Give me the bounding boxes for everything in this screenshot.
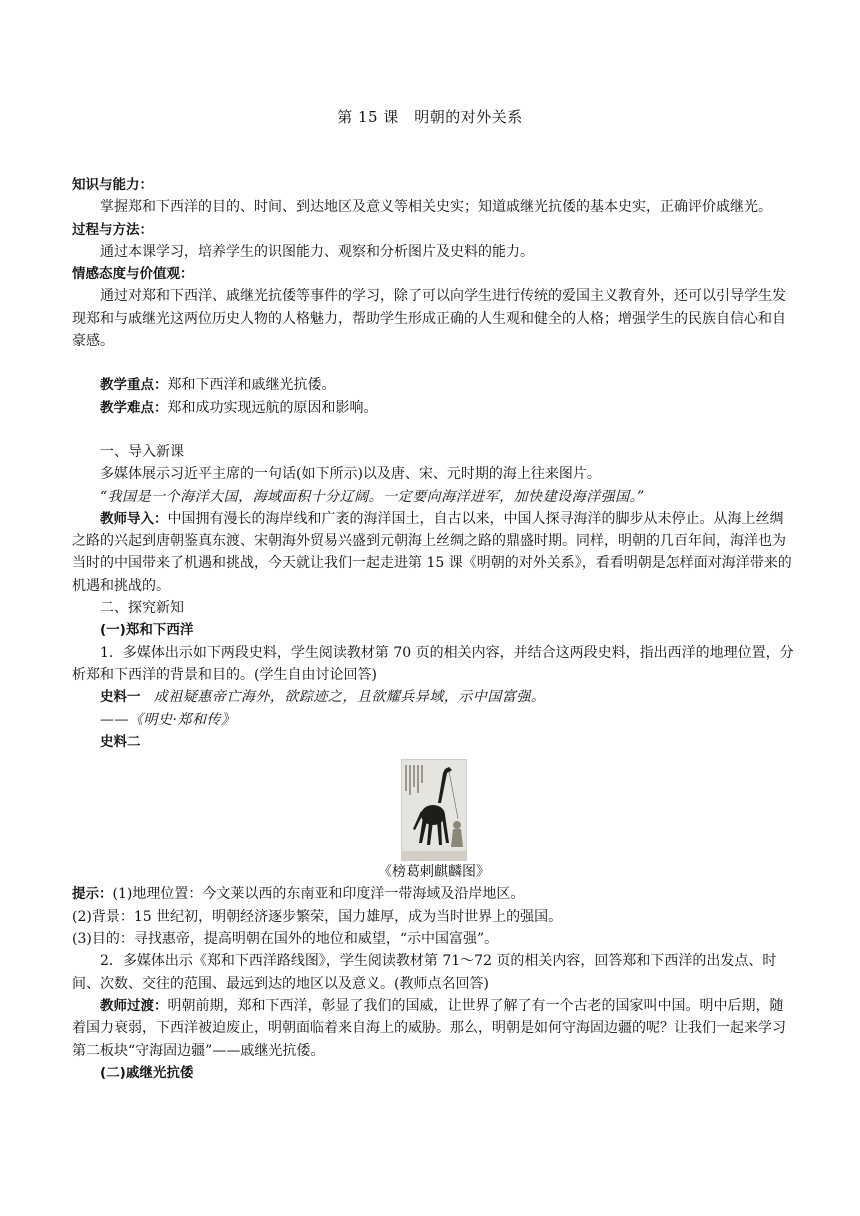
subsection1-heading: (一)郑和下西洋 [100, 622, 194, 639]
figure-caption: 《榜葛剌麒麟图》 [378, 864, 490, 881]
hint-line2: (2)背景：15 世纪初，明朝经济逐步繁荣，国力雄厚，成为当时世界上的强国。 [72, 908, 563, 925]
difficult-point [72, 397, 796, 419]
hint-label: 提示： [72, 886, 113, 903]
hint-line3: (3)目的：寻找惠帝，提高明朝在国外的地位和威望，“示中国富强”。 [72, 931, 499, 948]
source1-citation: ——《明史·郑和传》 [100, 711, 236, 728]
emotion-text: 通过对郑和下西洋、戚继光抗倭等事件的学习，除了可以向学生进行传统的爱国主义教育外，还可以引导学生发现郑和与戚继光这两位历史人物的人格魅力，帮助学生形成正确的人生观和健全的人格；增强学生的民族自信心和自豪感。 [72, 288, 786, 350]
item1-text: 1．多媒体出示如下两段史料，学生阅读教材第 70 页的相关内容，并结合这两段史料，指出西洋的地理位置，分析郑和下西洋的背景和目的。(学生自由讨论回答) [72, 644, 794, 683]
lesson-content [72, 174, 796, 1084]
key-point [72, 374, 796, 396]
process-label: 过程与方法： [72, 221, 153, 238]
key-text: 郑和下西洋和戚继光抗倭。 [167, 377, 336, 394]
lesson-title: 第 15 课 明朝的对外关系 [337, 108, 523, 126]
knowledge-text: 掌握郑和下西洋的目的、时间、到达地区及意义等相关史实；知道戚继光抗倭的基本史实，正确评价戚继光。 [100, 199, 772, 216]
teacher-intro-label: 教师导入： [100, 510, 168, 527]
section1-heading: 一、导入新课 [100, 443, 184, 460]
teacher-transition-text: 明朝前期，郑和下西洋，彰显了我们的国威，让世界了解了有一个古老的国家叫中国。明中后期，随着国力衰弱，下西洋被迫废止，明朝面临着来自海上的威胁。那么，明朝是如何守海固边疆的呢？让我们一起来学习第二板块“守海固边疆”——戚继光抗倭。 [72, 997, 786, 1059]
teacher-transition [72, 995, 796, 1062]
knowledge-label: 知识与能力： [72, 177, 153, 193]
section1-paragraph: 多媒体展示习近平主席的一句话(如下所示)以及唐、宋、元时期的海上往来图片。 [100, 466, 601, 483]
emotion-label: 情感态度与价值观： [72, 266, 194, 283]
section1-quote: “我国是一个海洋大国，海域面积十分辽阔。一定要向海洋进军，加快建设海洋强国。” [100, 488, 645, 505]
difficult-text: 郑和成功实现远航的原因和影响。 [167, 399, 378, 416]
key-label: 教学重点： [100, 377, 168, 394]
teacher-intro [72, 508, 796, 597]
spacer [72, 419, 796, 441]
hint-line1 [72, 883, 796, 905]
teacher-transition-label: 教师过渡： [100, 997, 168, 1014]
source1-label: 史料一 [100, 689, 141, 706]
teacher-intro-text: 中国拥有漫长的海岸线和广袤的海洋国土，自古以来，中国人探寻海洋的脚步从未停止。从海上丝绸之路的兴起到唐朝鉴真东渡、宋朝海外贸易兴盛到元朝海上丝绸之路的鼎盛时期。同样，明朝的几百年间，海洋也为当时的中国带来了机遇和挑战，今天就让我们一起走进第 15 课《明朝的对外关系》，看看明朝是怎样面对海洋带来的机遇和挑战的。 [72, 510, 792, 594]
source1-text: 成祖疑惠帝亡海外，欲踪迹之，且欲耀兵异域，示中国富强。 [153, 689, 546, 706]
source1 [72, 686, 796, 708]
subsection2-heading: (二)戚继光抗倭 [100, 1064, 194, 1081]
section2-heading: 二、探究新知 [100, 600, 184, 617]
giraffe-painting-icon [401, 759, 467, 861]
spacer [72, 352, 796, 374]
process-text: 通过本课学习，培养学生的识图能力、观察和分析图片及史料的能力。 [100, 243, 534, 260]
item2-text: 2．多媒体出示《郑和下西洋路线图》，学生阅读教材第 71～72 页的相关内容，回答郑和下西洋的出发点、时间、次数、交往的范围、最远到达的地区以及意义。(教师点名回答) [72, 953, 777, 992]
difficult-label: 教学难点： [100, 399, 168, 416]
source2-label: 史料二 [100, 733, 141, 750]
hint1-text: (1)地理位置：今文莱以西的东南亚和印度洋一带海域及沿岸地区。 [112, 886, 525, 903]
